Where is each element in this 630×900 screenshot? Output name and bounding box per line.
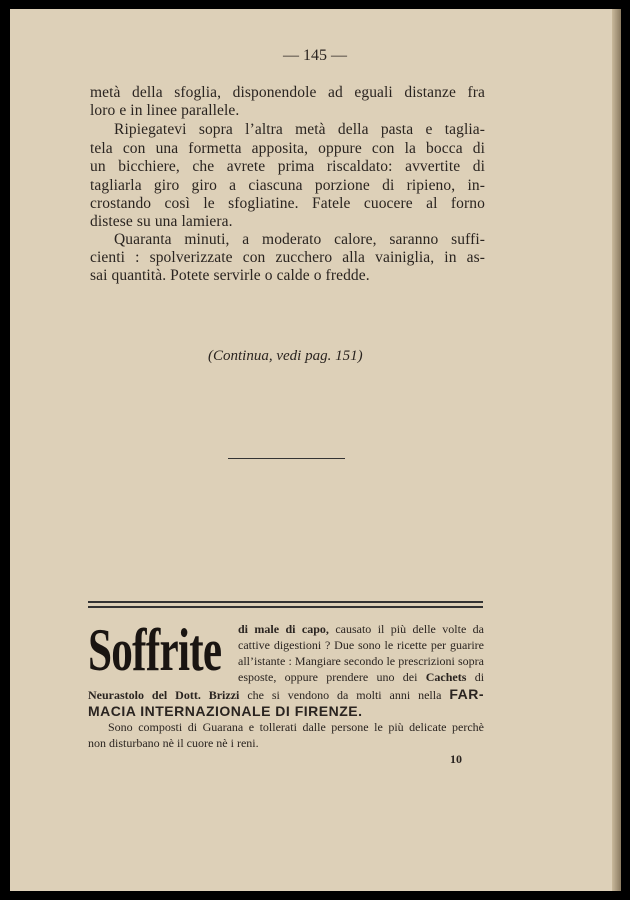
ad-text: di (474, 670, 485, 684)
ad-top-rule (88, 606, 483, 608)
body-line: un bicchiere, che avrete prima riscaldato: avvertite di (90, 158, 485, 175)
ad-line: cattive digestioni ? Due sono le ricette per guarire (238, 638, 484, 652)
body-line: cienti : spolverizzate con zucchero alla vainiglia, in as- (90, 249, 485, 266)
ad-text: che si vendono da molti anni nella (247, 688, 442, 702)
ad-line (238, 622, 484, 637)
ad-line: Sono composti di Guarana e tollerati dalle persone le più delicate perchè (108, 720, 484, 734)
body-line: sai quantità. Potete servirle o calde o fredde. (90, 267, 370, 284)
page-gutter (612, 9, 621, 891)
ad-sans-text: FAR- (449, 686, 485, 702)
ad-bold-text: di male di capo, (238, 622, 329, 636)
ad-sans-text: MACIA INTERNAZIONALE DI FIRENZE. (88, 703, 363, 719)
body-line: tela con una formetta apposita, oppure con la bocca di (90, 140, 485, 157)
page-number: — 145 — (283, 47, 347, 64)
body-line: distese su una lamiera. (90, 213, 233, 230)
ad-bold-text: Neurastolo del Dott. Brizzi (88, 688, 240, 702)
body-line: Ripiegatevi sopra l’altra metà della pasta e taglia- (114, 121, 485, 138)
signature-number: 10 (450, 752, 462, 766)
body-line: crostando così le sfogliatine. Fatele cuocere al forno (90, 195, 485, 212)
continuation-note: (Continua, vedi pag. 151) (208, 348, 363, 364)
body-line: loro e in linee parallele. (90, 102, 240, 119)
ad-line: non disturbano nè il cuore nè i reni. (88, 736, 259, 750)
ad-line (88, 687, 484, 703)
ad-line (238, 670, 484, 685)
body-line: Quaranta minuti, a moderato calore, saranno suffi- (114, 231, 485, 248)
ad-headline: Soffrite (88, 617, 222, 683)
ad-text: esposte, oppure prendere uno dei (238, 670, 418, 684)
section-divider (228, 458, 345, 459)
ad-line: all’istante : Mangiare secondo le prescrizioni sopra (238, 654, 484, 668)
body-line: tagliarla giro giro a ciascuna porzione di ripieno, in- (90, 177, 485, 194)
ad-bold-text: Cachets (425, 670, 467, 684)
ad-line (88, 704, 362, 720)
ad-text: causato il più delle volte da (335, 622, 485, 636)
ad-top-rule (88, 601, 483, 603)
body-line: metà della sfoglia, disponendole ad eguali distanze fra (90, 84, 485, 101)
